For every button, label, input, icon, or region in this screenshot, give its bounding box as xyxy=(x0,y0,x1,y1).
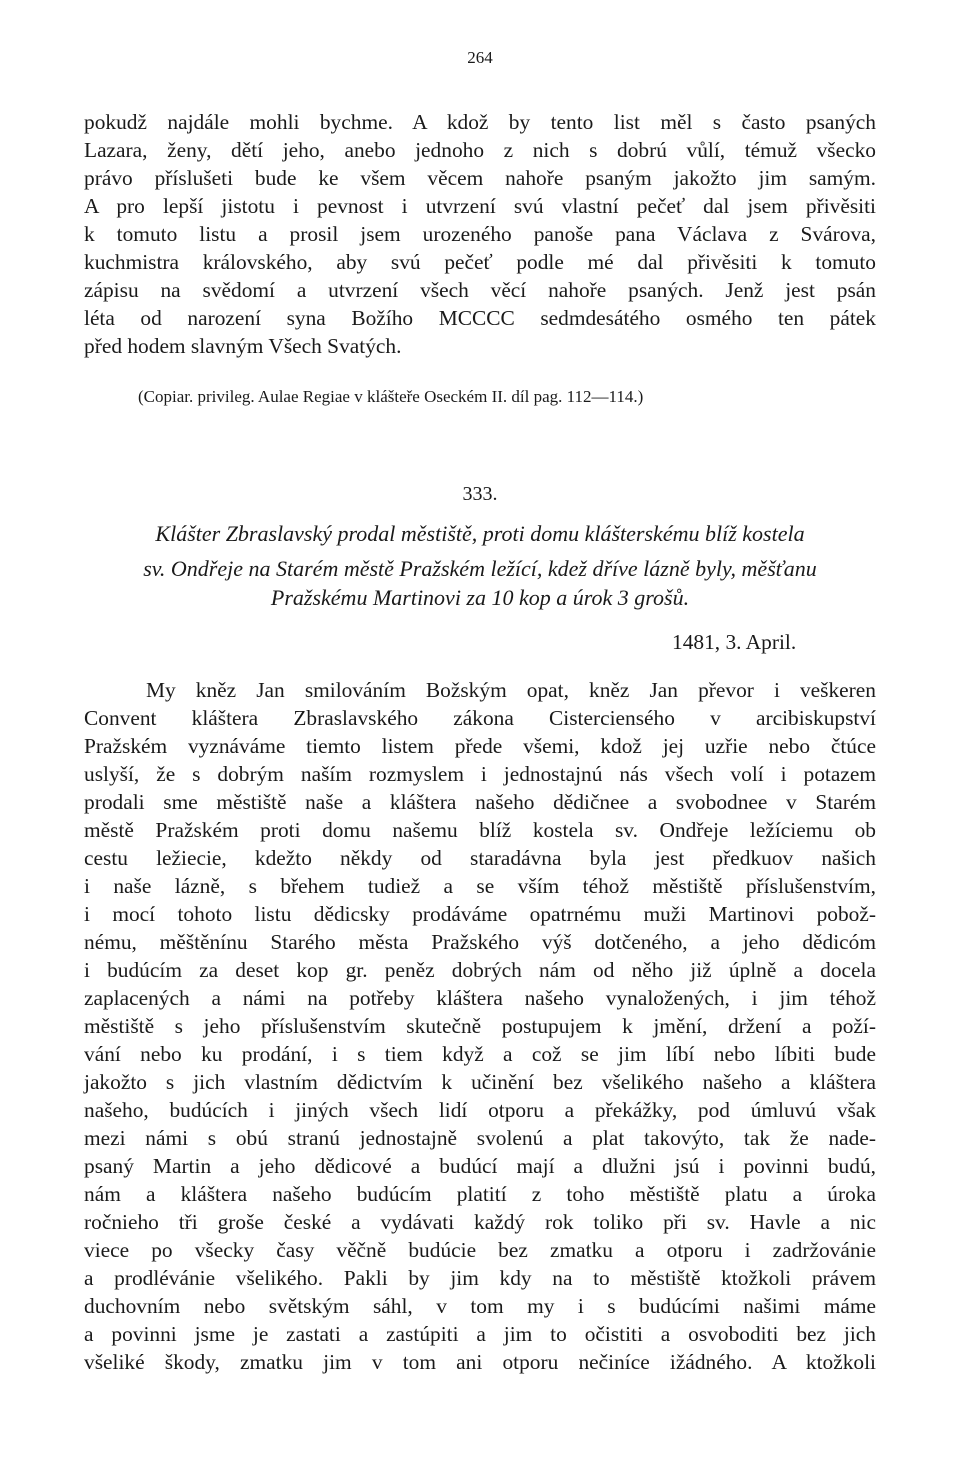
body-line: i budúcím za deset kop gr. peněz dobrých nám od něho již úplně a docela xyxy=(84,958,876,982)
body-line: duchovním nebo světským sáhl, v tom my i s budúcími našimi máme xyxy=(84,1294,876,1318)
body-line: cestu ležiecie, kdežto někdy od staradávna byla jest předkuov našich xyxy=(84,846,876,870)
body-line: Pražském vyznáváme tiemto listem přede všemi, kdož jej uzřie nebo čtúce xyxy=(84,734,876,758)
source-note: (Copiar. privileg. Aulae Regiae v klášteře Oseckém II. díl pag. 112—114.) xyxy=(138,387,644,406)
body-line: zaplacených a námi na potřeby kláštera našeho vynaložených, i jim téhož xyxy=(84,986,876,1010)
body-first-line: My kněz Jan smilováním Božským opat, kněz Jan převor i veškeren xyxy=(146,678,876,702)
body-line: vání nebo ku prodání, i s tiem když a což se jim líbí nebo líbiti bude xyxy=(84,1042,876,1066)
body-line: psaný Martin a jeho dědicové a budúcí mají a dlužni jsú i povinni budú, xyxy=(84,1154,876,1178)
body-line: nému, měštěnínu Starého města Pražského výš dotčeného, a jeho dědicóm xyxy=(84,930,876,954)
summary-line: Klášter Zbraslavský prodal městiště, proti domu klášterskému blíž kostela xyxy=(155,521,805,546)
body-line: jakožto s jich vlastním dědictvím k učinění bez všelikého našeho a kláštera xyxy=(84,1070,876,1094)
body-line: mezi námi s obú stranú jednostajně svolenú a plat takovýto, tak že nade- xyxy=(84,1126,876,1150)
document-date: 1481, 3. April. xyxy=(672,630,797,654)
body-line: prodali sme městiště naše a kláštera našeho dědičnee a svobodnee v Starém xyxy=(84,790,876,814)
text-line: kuchmistra královského, aby svú pečeť podle mé dal přivěsiti k tomuto xyxy=(84,250,876,274)
document-number: 333. xyxy=(462,483,498,505)
text-line: léta od narození syna Božího MCCCC sedmdesátého osmého ten pátek xyxy=(84,306,876,330)
text-line: Lazara, ženy, dětí jeho, anebo jednoho z nich s dobrú vůlí, témuž všecko xyxy=(84,138,876,162)
body-line: všeliké škody, zmatku jim v tom ani otporu nečiníce ižádného. A ktožkoli xyxy=(84,1350,876,1374)
body-line: našeho, budúcích i jiných všech lidí otporu a překážky, pod úmluvú však xyxy=(84,1098,876,1122)
body-line: nám a kláštera našeho budúcím platití z toho městiště platu a úroka xyxy=(84,1182,876,1206)
text-line: A pro lepší jistotu i pevnost i utvrzení svú vlastní pečeť dal jsem přivěsiti xyxy=(84,194,876,218)
text-line: zápisu na svědomí a utvrzení všech věcí nahoře psaných. Jenž jest psán xyxy=(84,278,876,302)
text-line: právo příslušeti bude ke všem věcem nahoře psaným jakožto jim samým. xyxy=(84,166,876,190)
text-line: pokudž najdále mohli bychme. A kdož by tento list měl s často psaných xyxy=(84,110,876,134)
page-number: 264 xyxy=(467,48,493,67)
body-line: a povinni jsme je zastati a zastúpiti a jim to očistiti a osvoboditi bez jich xyxy=(84,1322,876,1346)
body-line: i naše lázně, s břehem tudiež a se vším téhož městiště příslušenstvím, xyxy=(84,874,876,898)
summary-line: Pražskému Martinovi za 10 kop a úrok 3 grošů. xyxy=(270,585,690,610)
body-line: městiště s jeho příslušenstvím skutečně postupujem k jmění, držení a poží- xyxy=(84,1014,876,1038)
body-line: i mocí tohoto listu dědicsky prodáváme opatrnému muži Martinovi pobož- xyxy=(84,902,876,926)
body-line: městě Pražském proti domu našemu blíž kostela sv. Ondřeje ležíciemu ob xyxy=(84,818,876,842)
body-line: ročnieho tři groše české a vydávati každý rok toliko při sv. Havle a nic xyxy=(84,1210,876,1234)
body-line: viece po všecky časy věčně budúcie bez zmatku a otporu i zadržovánie xyxy=(84,1238,876,1262)
text-line: před hodem slavným Všech Svatých. xyxy=(84,334,402,358)
body-line: Convent kláštera Zbraslavského zákona Cisterciensého v arcibiskupství xyxy=(84,706,876,730)
body-line: uslyší, že s dobrým naším rozmyslem i jednostajnú nás všech volí i potazem xyxy=(84,762,876,786)
summary-line: sv. Ondřeje na Starém městě Pražském ležící, kdež dříve lázně byly, měšťanu xyxy=(143,556,817,581)
body-line: a prodlévánie všelikého. Pakli by jim kdy na to městiště ktožkoli právem xyxy=(84,1266,876,1290)
text-line: k tomuto listu a prosil jsem urozeného panoše pana Václava z Svárova, xyxy=(84,222,876,246)
